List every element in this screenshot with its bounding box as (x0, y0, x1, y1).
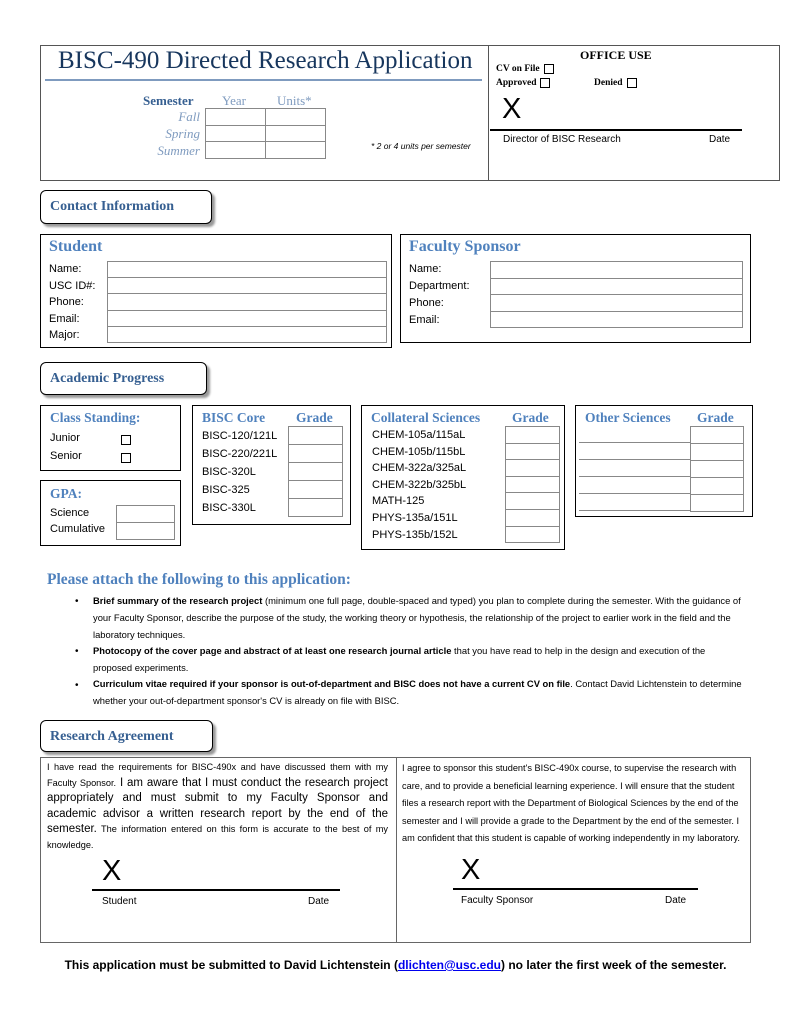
units-label: Units* (277, 93, 312, 108)
grade-input[interactable] (288, 498, 343, 517)
course-label: BISC-320L (202, 466, 256, 478)
usc-id-label: USC ID#: (49, 279, 96, 292)
spring-units-input[interactable] (265, 125, 326, 142)
student-signature-line[interactable] (92, 889, 340, 891)
email-label: Email: (49, 312, 80, 325)
text-part: The information entered on this form is accurate to the best of my knowledge. (47, 824, 388, 850)
course-label: CHEM-105b/115bL (372, 445, 466, 458)
bullet-icon: • (75, 680, 79, 691)
spring-year-input[interactable] (205, 125, 266, 142)
cumulative-gpa-input[interactable] (116, 522, 175, 540)
sponsor-signature-label: Faculty Sponsor (461, 895, 534, 906)
course-label: CHEM-322a/325aL (372, 462, 467, 475)
grade-input[interactable] (505, 526, 560, 544)
grade-header: Grade (697, 410, 734, 425)
bullet-icon: • (75, 596, 79, 607)
bisc-core-title: BISC Core (202, 410, 266, 425)
approved-label: Approved (496, 78, 537, 89)
attach-item-summary (93, 592, 745, 643)
sponsor-name-input[interactable] (490, 261, 743, 279)
student-major-input[interactable] (107, 326, 387, 343)
course-label: CHEM-322b/325bL (372, 478, 467, 491)
junior-checkbox[interactable] (121, 435, 131, 445)
gpa-title: GPA: (50, 486, 82, 501)
signature-x-mark: X (102, 855, 122, 887)
course-label: PHYS-135b/152L (372, 528, 458, 541)
course-label: PHYS-135a/151L (372, 511, 458, 524)
grade-input[interactable] (288, 444, 343, 463)
phone-label: Phone: (409, 297, 444, 309)
grade-header: Grade (512, 410, 549, 425)
student-name-input[interactable] (107, 261, 387, 278)
grade-input[interactable] (690, 477, 744, 495)
item-text: that you have read to help in the design and execution of the proposed experiments. (93, 645, 706, 673)
sponsor-agreement-text: I agree to sponsor this student's BISC-490x course, to supervise the research with care, and to provide a beneficial learning experience. I will ensure that the student files a research report with the Department of Biological Sciences by the end of the semester and I will provide a grade to the Department by the end of the semester. I am confident that this student is capable of working independently in my laboratory. (402, 763, 740, 844)
divider (396, 757, 397, 943)
checkbox[interactable] (540, 78, 550, 88)
senior-checkbox[interactable] (121, 453, 131, 463)
other-course-input[interactable] (579, 443, 690, 460)
other-sciences-title: Other Sciences (585, 410, 671, 425)
title-underline (45, 79, 482, 81)
year-label: Year (222, 93, 246, 108)
attach-heading: Please attach the following to this application: (47, 571, 351, 588)
item-bold: Photocopy of the cover page and abstract of at least one research journal article (93, 645, 452, 656)
footer-text: ) no later the first week of the semester. (501, 958, 727, 972)
course-label: CHEM-105a/115aL (372, 429, 466, 441)
attach-item-cv (93, 675, 745, 709)
semester-fall: Fall (178, 109, 200, 124)
checkbox[interactable] (544, 64, 554, 74)
date-label: Date (665, 895, 687, 906)
major-label: Major: (49, 329, 80, 342)
denied-checkbox[interactable] (594, 78, 637, 88)
sponsor-title: Faculty Sponsor (409, 238, 521, 255)
student-email-input[interactable] (107, 310, 387, 327)
senior-label: Senior (50, 450, 82, 462)
cumulative-gpa-label: Cumulative (50, 523, 106, 535)
section-tab-agreement: Research Agreement (40, 720, 213, 752)
footer-text: This application must be submitted to David Lichtenstein ( (64, 958, 398, 972)
student-agreement-text (47, 760, 388, 854)
grade-input[interactable] (505, 443, 560, 461)
sponsor-department-input[interactable] (490, 278, 743, 295)
summer-units-input[interactable] (265, 141, 326, 159)
sponsor-email-input[interactable] (490, 311, 743, 328)
course-label: BISC-330L (202, 502, 256, 514)
grade-input[interactable] (288, 480, 343, 499)
grade-input[interactable] (288, 426, 343, 445)
office-use-title: OFFICE USE (580, 48, 652, 62)
item-text: (minimum one full page, double-spaced and typed) you plan to complete during the semester. With the guidance of your Faculty Sponsor, describe the purpose of the study, the working theory or hypothesis, the relationship of the project to earlier work in the field and the laboratory techniques. (93, 595, 741, 640)
student-signature-label: Student (102, 896, 137, 907)
denied-label: Denied (594, 78, 623, 89)
email-label: Email: (409, 314, 440, 326)
item-bold: Brief summary of the research project (93, 595, 263, 606)
grade-input[interactable] (505, 426, 560, 444)
semester-summer: Summer (157, 143, 200, 158)
phone-label: Phone: (49, 296, 84, 309)
footer-note (0, 958, 791, 972)
bullet-icon: • (75, 646, 79, 657)
date-label: Date (308, 896, 330, 907)
course-label: BISC-120/121L (202, 430, 278, 442)
other-course-input[interactable] (579, 460, 690, 477)
other-course-input[interactable] (579, 477, 690, 494)
section-tab-academic: Academic Progress (40, 362, 207, 395)
grade-input[interactable] (288, 462, 343, 481)
course-label: MATH-125 (372, 495, 425, 508)
grade-header: Grade (296, 410, 333, 425)
divider (488, 45, 489, 181)
grade-input[interactable] (505, 476, 560, 494)
student-id-input[interactable] (107, 277, 387, 294)
attach-item-article (93, 642, 745, 676)
student-title: Student (49, 238, 103, 255)
sponsor-signature-line[interactable] (453, 888, 698, 890)
grade-input[interactable] (690, 426, 744, 444)
text-part: I have read the requirements for BISC-490x and have discussed them with my Faculty Sponsor. (47, 762, 388, 788)
science-gpa-label: Science (50, 507, 90, 519)
junior-label: Junior (50, 432, 80, 444)
signature-x-mark: X (461, 854, 481, 886)
cv-on-file-label: CV on File (496, 64, 540, 75)
semester-spring: Spring (165, 126, 200, 141)
checkbox[interactable] (627, 78, 637, 88)
science-gpa-input[interactable] (116, 505, 175, 523)
units-note: * 2 or 4 units per semester (371, 141, 471, 151)
signature-x-mark: X (502, 93, 522, 125)
course-label: BISC-220/221L (202, 448, 278, 460)
semester-label: Semester (143, 93, 194, 108)
other-course-input[interactable] (579, 494, 690, 511)
collateral-title: Collateral Sciences (371, 410, 481, 425)
item-text: . Contact David Lichtenstein to determine whether your out-of-department sponsor's CV is already on file with BISC. (93, 678, 742, 706)
approved-checkbox[interactable] (496, 78, 550, 88)
grade-input[interactable] (505, 492, 560, 510)
other-course-input[interactable] (579, 426, 690, 443)
student-phone-input[interactable] (107, 293, 387, 311)
class-standing-title: Class Standing: (50, 410, 141, 425)
grade-input[interactable] (690, 460, 744, 478)
date-label: Date (709, 134, 731, 145)
grade-input[interactable] (690, 443, 744, 461)
grade-input[interactable] (690, 494, 744, 512)
section-tab-contact: Contact Information (40, 190, 212, 224)
page-title: BISC-490 Directed Research Application (58, 47, 473, 74)
item-bold: Curriculum vitae required if your sponsor is out-of-department and BISC does not have a current CV on file (93, 678, 571, 689)
name-label: Name: (409, 263, 442, 275)
director-signature-line[interactable] (490, 129, 742, 131)
department-label: Department: (409, 280, 470, 292)
email-link[interactable]: dlichten@usc.edu (397, 958, 502, 972)
director-label: Director of BISC Research (503, 134, 621, 145)
name-label: Name: (49, 263, 82, 275)
grade-input[interactable] (505, 509, 560, 527)
cv-on-file-checkbox[interactable] (496, 64, 554, 74)
fall-year-input[interactable] (205, 108, 266, 126)
grade-input[interactable] (505, 459, 560, 477)
text-part: I am aware that I must conduct the research project appropriately and must submit to my Faculty Sponsor and academic advisor a written research report by the end of the semester. (47, 776, 388, 836)
fall-units-input[interactable] (265, 108, 326, 126)
sponsor-phone-input[interactable] (490, 294, 743, 312)
summer-year-input[interactable] (205, 141, 266, 159)
course-label: BISC-325 (202, 484, 250, 496)
